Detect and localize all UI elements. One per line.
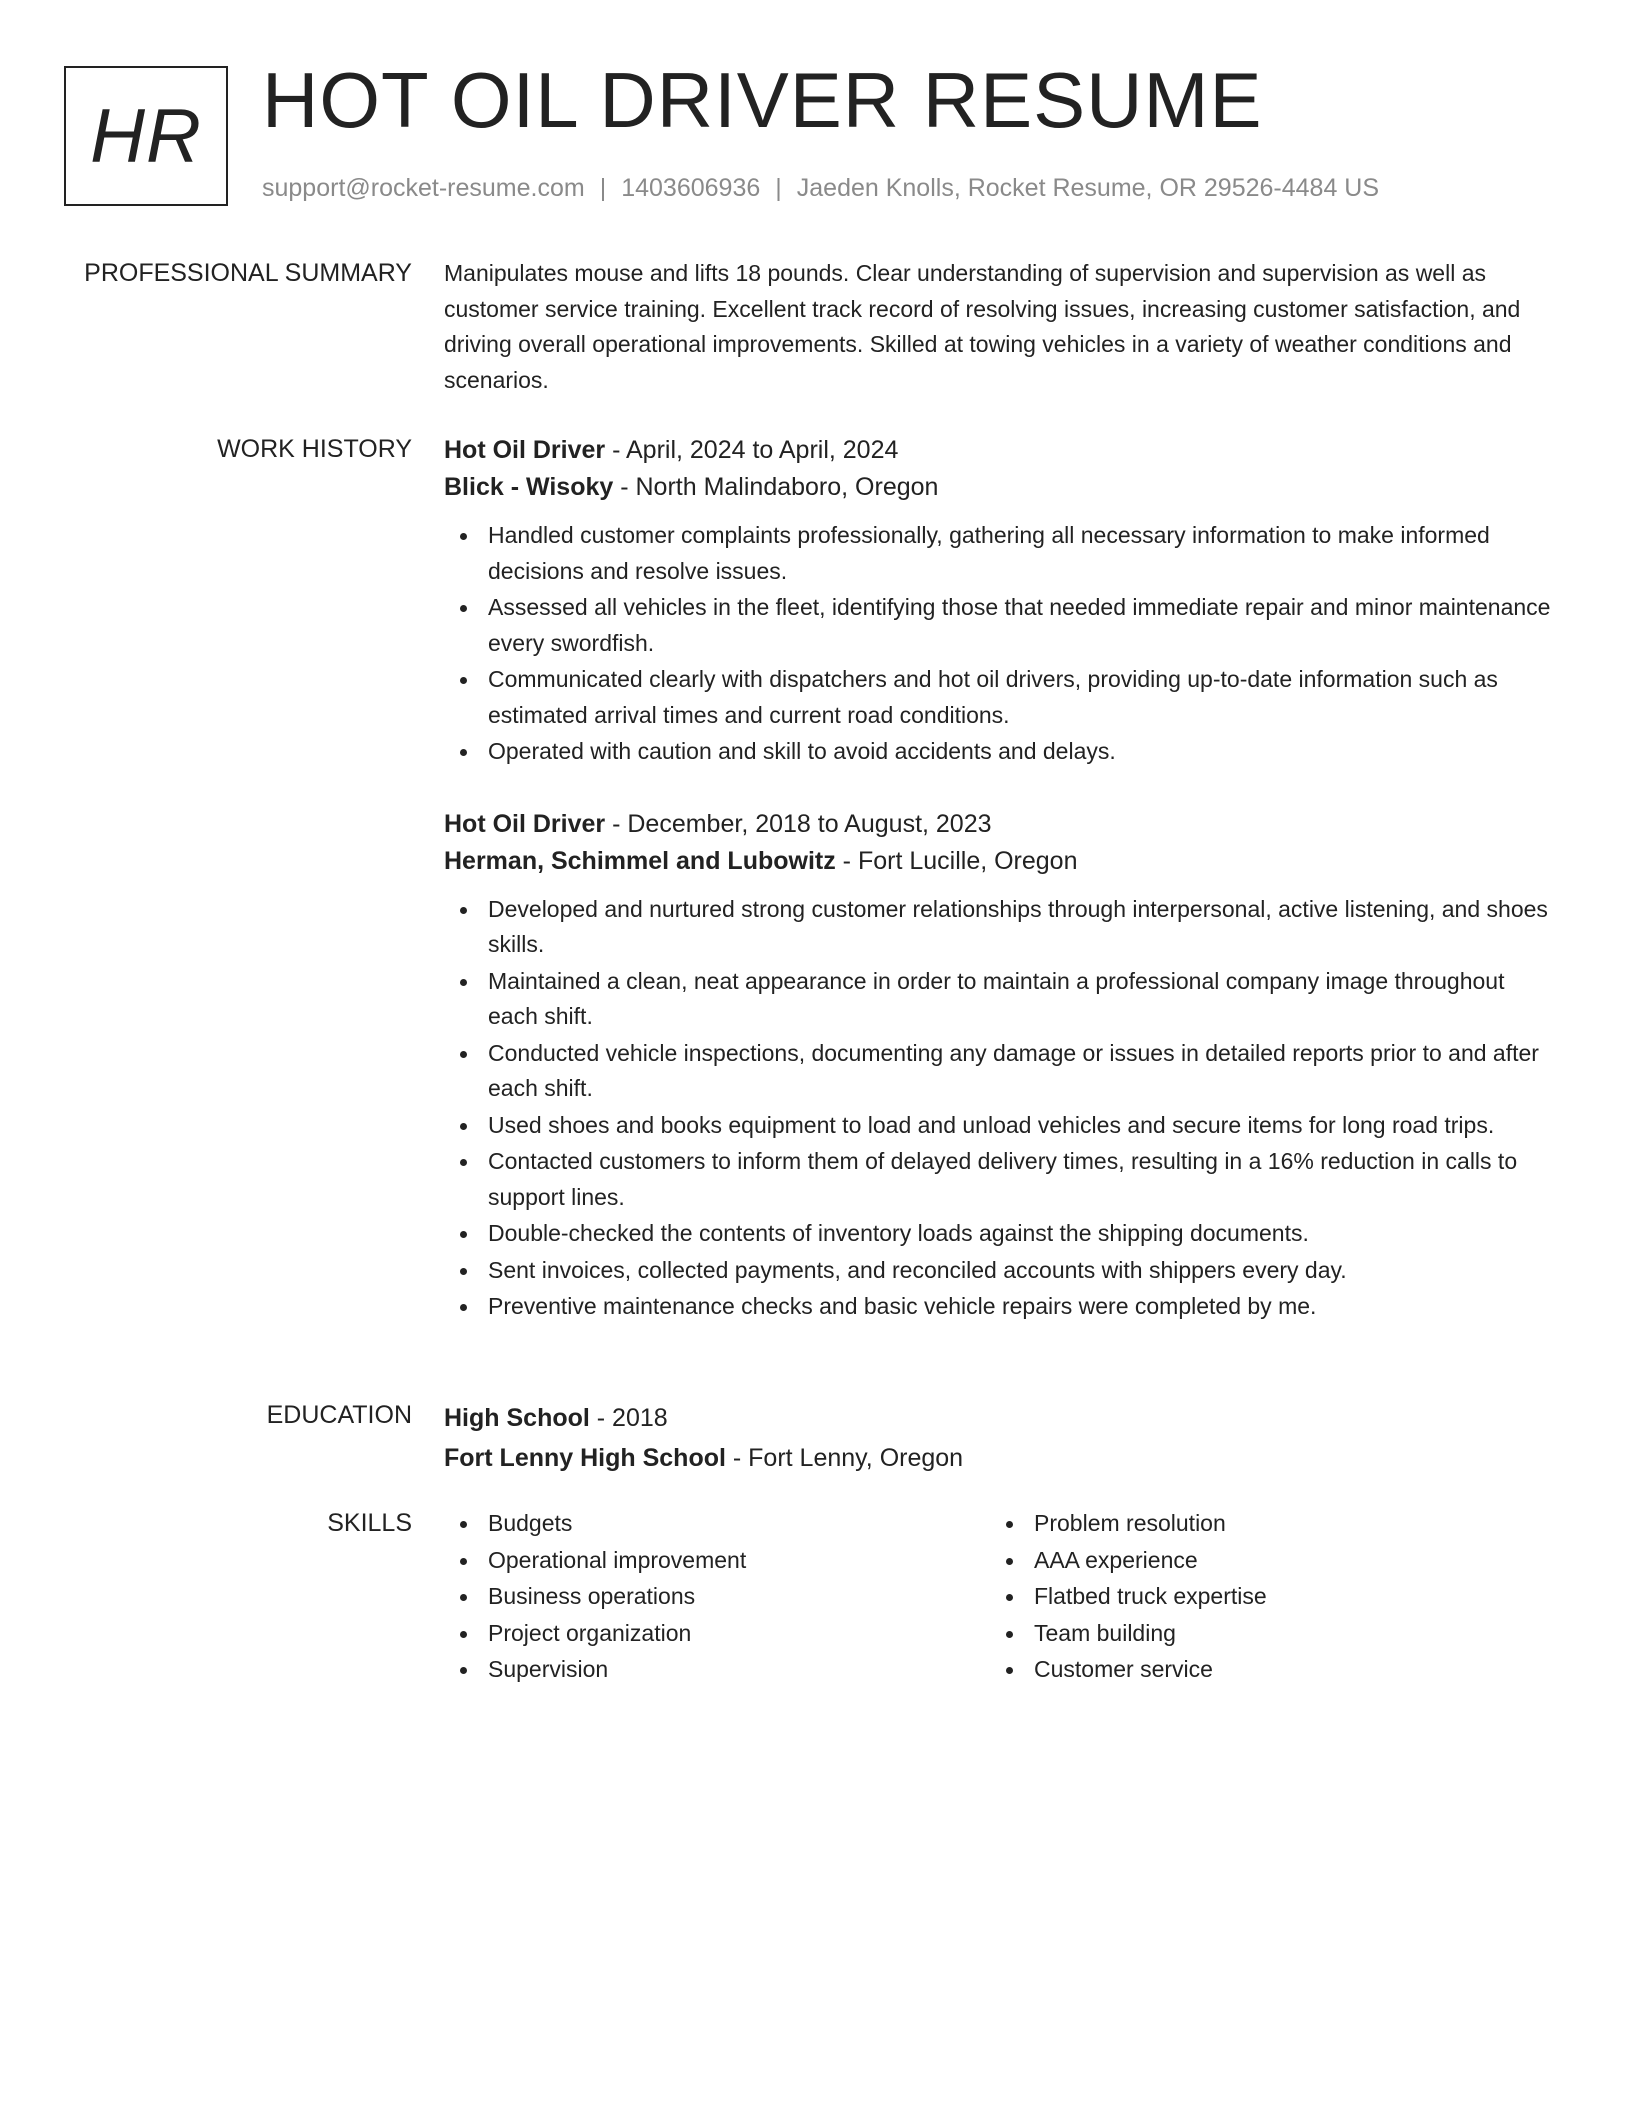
duty-text: Double-checked the contents of inventory loads against the shipping documents.	[488, 1220, 1309, 1246]
job-company-line	[444, 843, 1554, 880]
education-body	[444, 1398, 1554, 1478]
skills-column-left	[444, 1506, 990, 1689]
list-item	[444, 1144, 1554, 1215]
bullet-icon	[1006, 1521, 1013, 1528]
list-item	[444, 1253, 1554, 1289]
skills-list	[444, 1506, 990, 1688]
monogram-text: HR	[90, 93, 202, 179]
skill-text: Project organization	[488, 1619, 692, 1646]
bullet-icon	[1006, 1594, 1013, 1601]
bullet-icon	[460, 1268, 467, 1275]
job-company-line	[444, 469, 1554, 506]
skill-text: Flatbed truck expertise	[1034, 1583, 1267, 1609]
summary-text: Manipulates mouse and lifts 18 pounds. Clear understanding of supervision and supervision as well as customer service training. Excellent track record of resolving issues, increasing customer satisfaction, and driving overall operational improvements. Skilled at towing vehicles in a variety of weather conditions and scenarios.	[444, 260, 1521, 393]
bullet-icon	[460, 1667, 467, 1674]
list-item	[444, 1579, 990, 1615]
education-heading: EDUCATION	[266, 1401, 412, 1429]
list-item	[444, 1216, 1554, 1252]
skills-column-right	[990, 1506, 1536, 1689]
duty-text: Conducted vehicle inspections, documenting any damage or issues in detailed reports prior to and after each shift.	[488, 1039, 1539, 1101]
contact-separator: |	[775, 174, 782, 202]
skills-columns	[444, 1506, 1554, 1689]
bullet-icon	[460, 749, 467, 756]
skill-text: Supervision	[488, 1656, 609, 1682]
skills-body	[444, 1506, 1554, 1689]
bullet-icon	[460, 1231, 467, 1238]
page-title: HOT OIL DRIVER RESUME	[262, 56, 1263, 144]
bullet-icon	[460, 907, 467, 914]
contact-email[interactable]: support@rocket-resume.com	[262, 174, 585, 202]
list-item	[444, 1036, 1554, 1107]
job-title-line	[444, 806, 1554, 843]
bullet-icon	[460, 1123, 467, 1130]
list-item	[990, 1579, 1536, 1615]
duty-text: Developed and nurtured strong customer relationships through interpersonal, active listening, and shoes skills.	[488, 895, 1548, 957]
skills-heading: SKILLS	[327, 1509, 412, 1537]
job-entry	[444, 432, 1554, 770]
list-item	[444, 518, 1554, 589]
skill-text: Customer service	[1034, 1656, 1213, 1682]
duty-text: Handled customer complaints professionally, gathering all necessary information to make informed decisions and resolve issues.	[488, 522, 1490, 584]
skill-text: Problem resolution	[1034, 1510, 1226, 1536]
list-item	[444, 590, 1554, 661]
skill-text: Budgets	[488, 1510, 573, 1536]
job-location: - Fort Lucille, Oregon	[835, 846, 1078, 875]
bullet-icon	[460, 1558, 467, 1565]
education-degree-line	[444, 1398, 1554, 1438]
bullet-icon	[460, 1594, 467, 1601]
bullet-icon	[460, 1631, 467, 1638]
bullet-icon	[460, 533, 467, 540]
contact-phone[interactable]: 1403606936	[621, 174, 761, 202]
bullet-icon	[460, 677, 467, 684]
list-item	[444, 1652, 990, 1688]
bullet-icon	[460, 605, 467, 612]
job-duties-list	[444, 518, 1554, 770]
list-item	[444, 734, 1554, 770]
education-school-line	[444, 1438, 1554, 1478]
job-company: Blick - Wisoky	[444, 473, 614, 501]
bullet-icon	[460, 1304, 467, 1311]
education-school: Fort Lenny High School	[444, 1444, 726, 1472]
list-item	[990, 1506, 1536, 1542]
bullet-icon	[1006, 1631, 1013, 1638]
bullet-icon	[460, 1521, 467, 1528]
list-item	[990, 1616, 1536, 1652]
job-title: Hot Oil Driver	[444, 809, 606, 838]
summary-body	[444, 256, 1554, 398]
list-item	[444, 1289, 1554, 1325]
monogram-logo	[64, 66, 228, 206]
contact-address: Jaeden Knolls, Rocket Resume, OR 29526-4484 US	[796, 174, 1380, 202]
list-item	[444, 892, 1554, 963]
list-item	[990, 1652, 1536, 1688]
bullet-icon	[1006, 1558, 1013, 1565]
list-item	[444, 1108, 1554, 1144]
duty-text: Sent invoices, collected payments, and reconciled accounts with shippers every day.	[488, 1256, 1347, 1283]
duty-text: Contacted customers to inform them of delayed delivery times, resulting in a 16% reduction in calls to support lines.	[488, 1148, 1518, 1210]
job-duties-list	[444, 892, 1554, 1325]
skill-text: Business operations	[488, 1583, 696, 1609]
contact-line	[262, 172, 1379, 205]
duty-text: Used shoes and books equipment to load and unload vehicles and secure items for long road trips.	[488, 1111, 1495, 1138]
job-title: Hot Oil Driver	[444, 436, 606, 464]
duty-text: Assessed all vehicles in the fleet, identifying those that needed immediate repair and minor maintenance every swordfish.	[488, 594, 1551, 656]
list-item	[444, 964, 1554, 1035]
job-location: - North Malindaboro, Oregon	[613, 473, 939, 501]
skills-list	[990, 1506, 1536, 1688]
duty-text: Maintained a clean, neat appearance in order to maintain a professional company image throughout each shift.	[488, 967, 1505, 1029]
bullet-icon	[460, 1159, 467, 1166]
duty-text: Operated with caution and skill to avoid accidents and delays.	[488, 738, 1116, 764]
job-company: Herman, Schimmel and Lubowitz	[444, 846, 836, 875]
bullet-icon	[460, 979, 467, 986]
skill-text: Team building	[1034, 1619, 1176, 1646]
work-history-heading: WORK HISTORY	[217, 435, 412, 463]
contact-separator: |	[599, 174, 607, 202]
job-dates: - April, 2024 to April, 2024	[605, 436, 899, 464]
job-dates: - December, 2018 to August, 2023	[605, 809, 992, 838]
skill-text: AAA experience	[1034, 1546, 1198, 1573]
work-history-body	[444, 432, 1554, 1361]
job-title-line	[444, 432, 1554, 469]
skill-text: Operational improvement	[488, 1546, 747, 1573]
list-item	[444, 1543, 990, 1579]
duty-text: Communicated clearly with dispatchers and hot oil drivers, providing up-to-date information such as estimated arrival times and current road conditions.	[488, 666, 1498, 728]
bullet-icon	[1006, 1667, 1013, 1674]
education-year: - 2018	[589, 1404, 668, 1432]
duty-text: Preventive maintenance checks and basic vehicle repairs were completed by me.	[488, 1293, 1317, 1319]
bullet-icon	[460, 1051, 467, 1058]
education-degree: High School	[444, 1404, 590, 1432]
job-entry	[444, 806, 1554, 1325]
list-item	[444, 1616, 990, 1652]
list-item	[444, 662, 1554, 733]
list-item	[990, 1543, 1536, 1579]
list-item	[444, 1506, 990, 1542]
education-location: - Fort Lenny, Oregon	[725, 1444, 964, 1472]
summary-heading: PROFESSIONAL SUMMARY	[84, 259, 412, 287]
